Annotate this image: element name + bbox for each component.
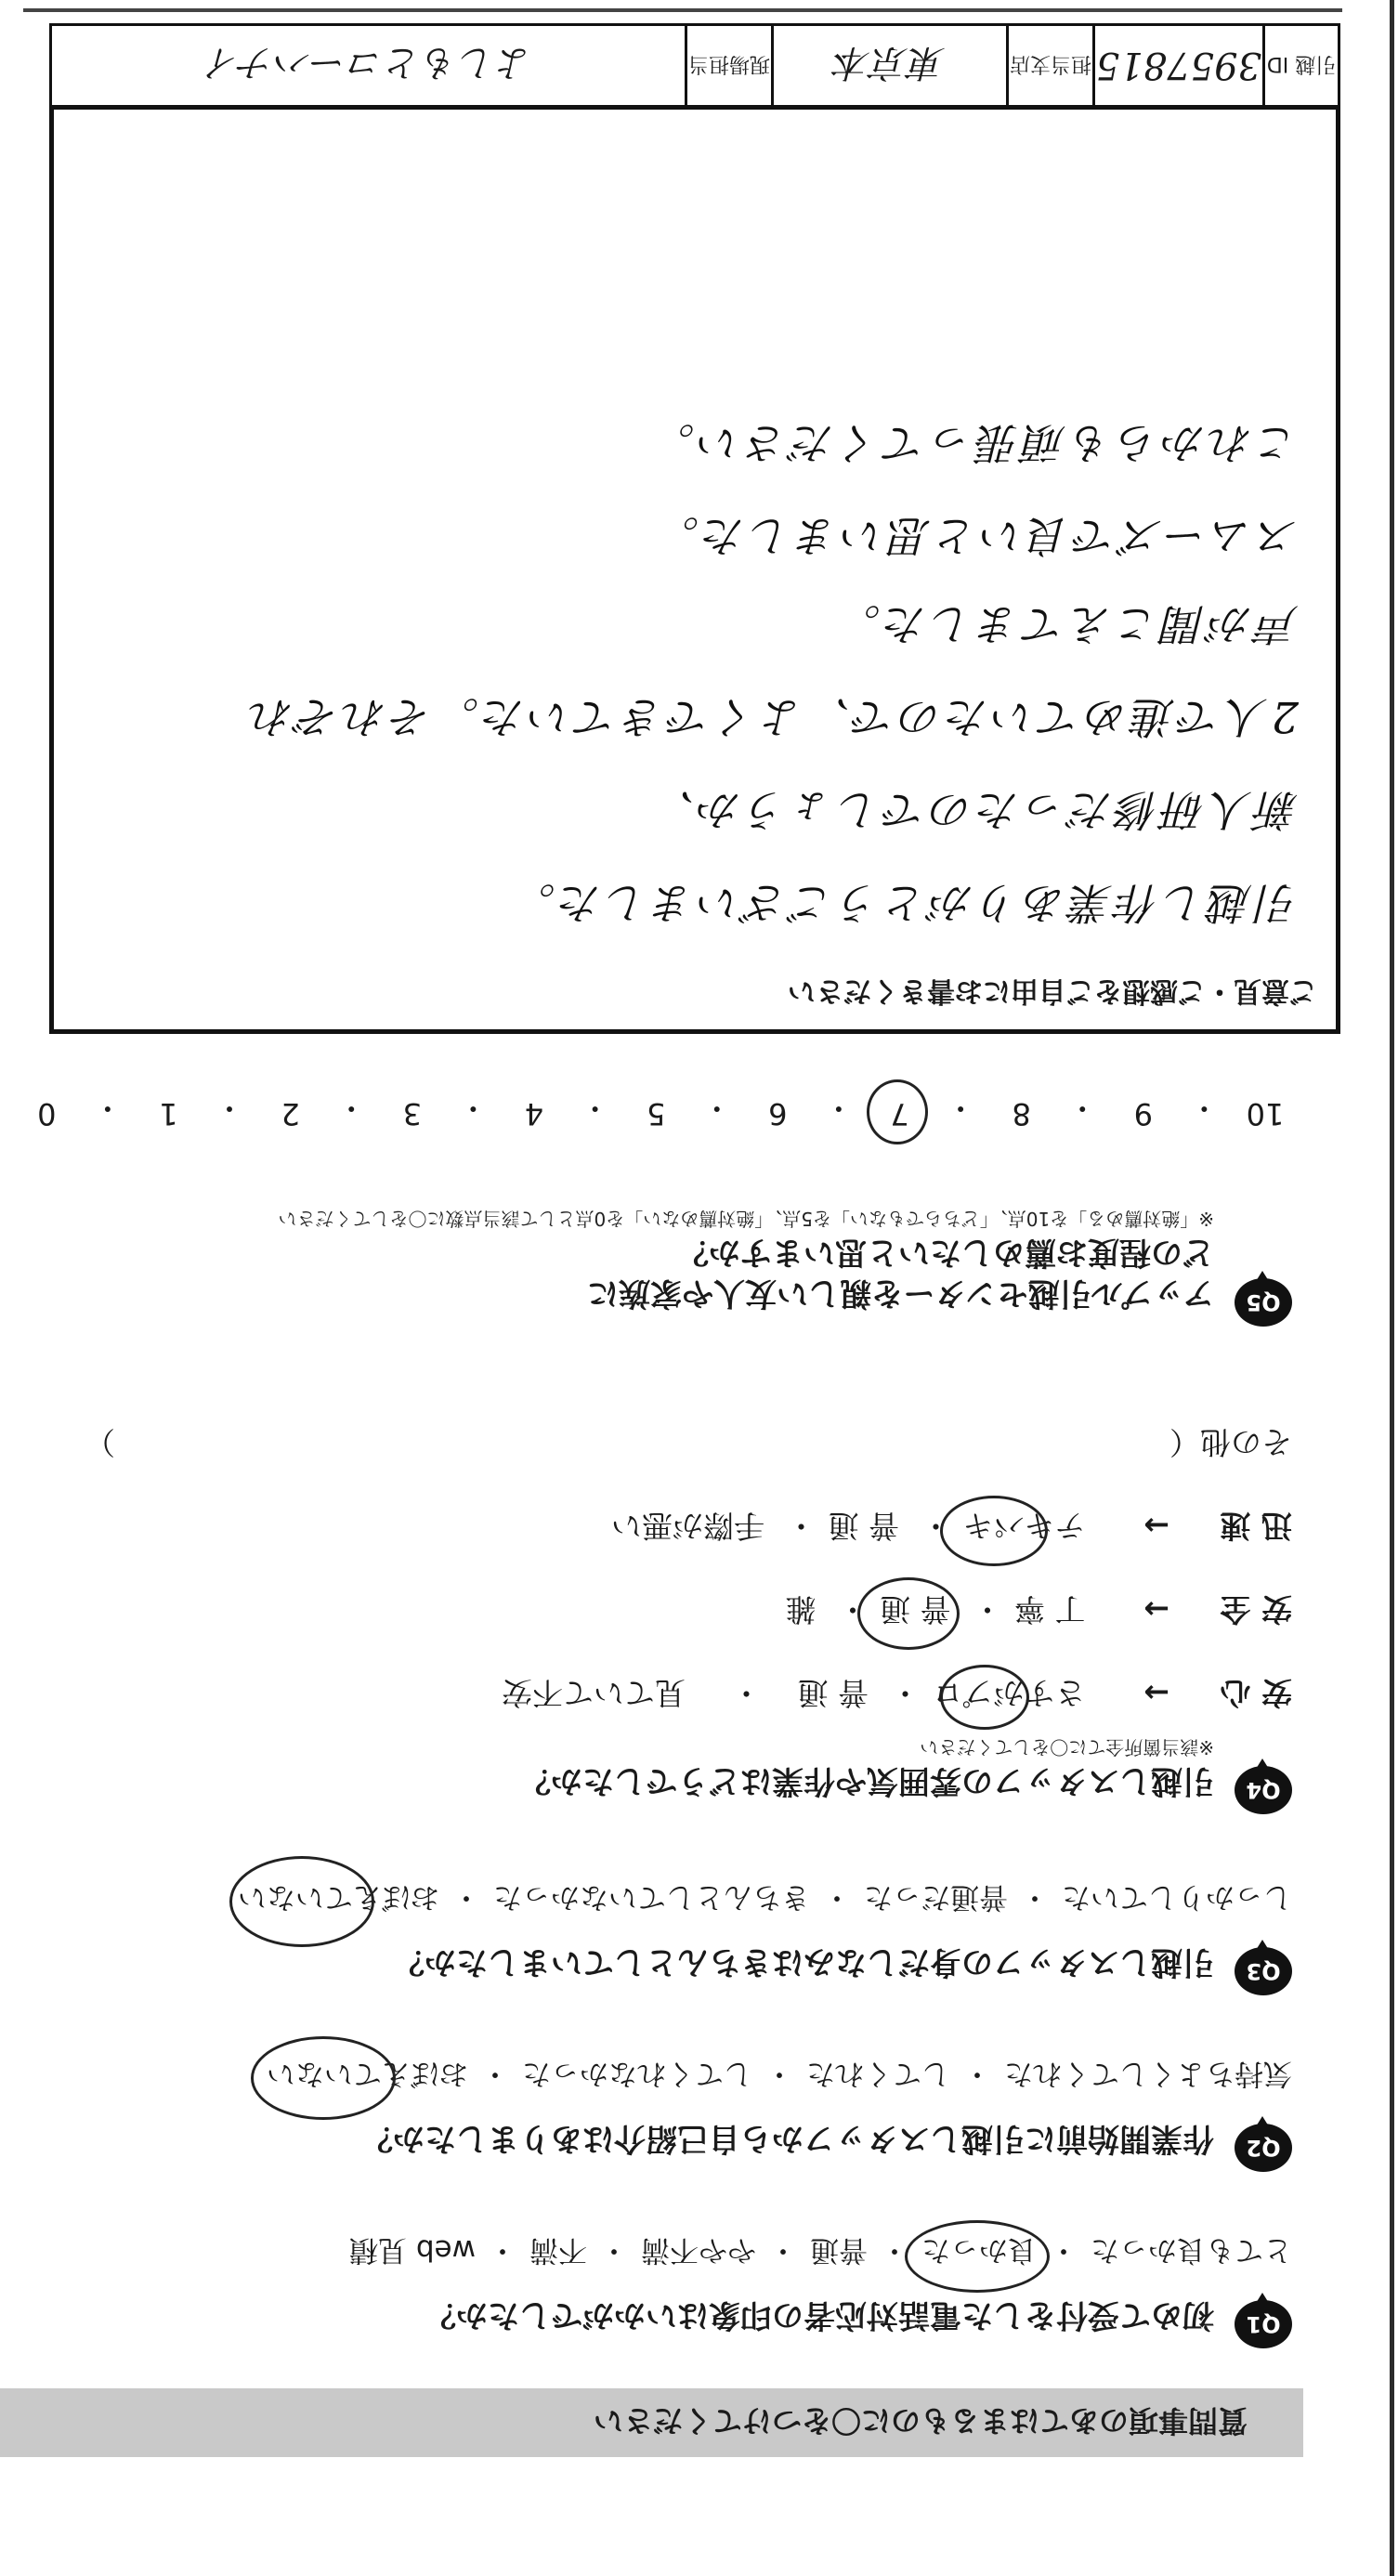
q4-option-label: さすがプロ [932,1675,1086,1711]
q3-badge: Q3 [1235,1947,1292,1995]
other-close: ） [85,1424,115,1460]
q1-text: 初めて受付をした電話対応者の印象はいかがでしたか？ [425,2296,1214,2334]
scale-number[interactable]: 0 [37,1096,57,1131]
scale-number[interactable]: 9 [1133,1096,1154,1131]
q3-option[interactable]: きちんとしていなかった [493,1880,810,1914]
scale-number[interactable]: 3 [402,1096,422,1131]
scale-number[interactable]: 2 [281,1096,300,1131]
q2-option[interactable]: 気持ちよくしてくれた [1004,2057,1292,2090]
q2-text: 作業開始前に引越しスタッフから自己紹介はありましたか？ [361,2120,1214,2157]
q4-note: ※該当箇所全てに〇をしてください [920,1736,1214,1759]
q4-row-anzen: 安 全→ 丁 寧・ 普 通 ・ 雑 [786,1589,1293,1633]
q4-option[interactable]: 雑 [785,1591,817,1628]
q5-text-line1: アップル引越センターを親しい友人や家族に [587,1275,1214,1312]
scan-edge [1390,0,1394,2576]
q4-option-label: 普 通 [880,1591,951,1628]
scale-number[interactable]: 10 [1246,1096,1285,1131]
scale-number[interactable]: 8 [1012,1096,1031,1131]
q5-scale: 10 ・ 9 ・ 8 ・ 7 ・ 6 ・ 5 ・ 4 ・ 3 ・ 2 ・ 1 ・ 0 [20,1089,1292,1131]
arrow-icon: → [1143,1675,1169,1711]
q3-option-label: おぼえていない [238,1880,439,1914]
q4-option-selected[interactable] [933,1673,1086,1717]
q4-option[interactable]: 手際が悪い [611,1508,764,1544]
q2-option[interactable]: してくれなかった [522,2057,752,2090]
q1-option[interactable]: 不満 [529,2233,587,2267]
branch-label: 担当支店 [1006,26,1092,105]
q3-options: しっかりしていた ・ 普通だった ・ きちんとしていなかった ・ おぼえていない [238,1879,1292,1921]
scale-number-selected[interactable] [872,1089,926,1131]
q3-option[interactable]: しっかりしていた [1062,1880,1292,1914]
q3-option-selected[interactable] [238,1879,439,1921]
q4-option[interactable]: 普 通 [828,1508,899,1544]
q4-other-row [85,1422,1292,1466]
q4-option[interactable]: 普 通 [797,1675,869,1711]
q1-option[interactable]: web 見積 [349,2233,476,2267]
handwritten-line: 声が聞こえてました。 [834,599,1299,649]
q3-option[interactable]: 普通だった [864,1880,1008,1914]
row-label: 安 全 [1220,1591,1292,1628]
scale-number[interactable]: 4 [524,1096,544,1131]
q2-option[interactable]: してくれた [806,2057,950,2090]
q5-text-line2: どの程度お薦めしたいと思いますか？ [677,1234,1214,1271]
q4-option[interactable]: 見ていて不安 [502,1675,686,1711]
q4-badge: Q4 [1235,1766,1292,1814]
q4-row-anshin: 安 心→ さすがプロ ・ 普 通・ 見ていて不安 [502,1673,1292,1717]
q1-badge: Q1 [1235,2300,1292,2348]
id-value: 3957815 [1092,26,1262,105]
q1-options: とても良かった ・ 良かった ・ 普通 ・ やや不満 ・ 不満 ・ web 見積 [349,2232,1292,2274]
q1-option-label: 良かった [921,2233,1037,2267]
q4-option-selected[interactable] [880,1589,951,1633]
q2-option-selected[interactable] [267,2056,468,2098]
q1-option[interactable]: 普通 [810,2233,868,2267]
q4-text: 引越しスタッフの雰囲気や作業はどうでしたか？ [519,1762,1214,1799]
q4-option-selected[interactable] [963,1506,1086,1550]
scale-number-label: 7 [890,1096,909,1131]
id-bar [49,23,1340,105]
handwritten-line: これからも頑張ってください。 [648,418,1299,468]
q2-option-label: おぼえていない [267,2057,468,2090]
row-label: 安 心 [1220,1675,1292,1711]
comment-box[interactable] [49,105,1340,1034]
q5-note: ※「絶対薦める」を10点、「どちらでもない」を5点、「絶対薦めない」を0点として該当点数に〇をしてください [278,1208,1214,1230]
scale-number[interactable]: 6 [768,1096,788,1131]
id-label: 引越 ID [1262,26,1338,105]
comment-title: ご意見・ご感想をご自由にお書きください [788,974,1317,1007]
scale-number[interactable]: 5 [646,1096,666,1131]
q2-badge: Q2 [1235,2124,1292,2172]
leader-value: よしもとコーハナイ [203,41,534,84]
handwritten-line: スムーズで良いと思いました。 [652,511,1299,561]
handwritten-line: 2人で進めていたので、よくできていた。それぞれ [246,692,1299,742]
q3-text: 引越しスタッフの身だしなみはきちんとしていましたか？ [393,1943,1214,1981]
q1-option[interactable]: やや不満 [641,2233,756,2267]
q1-option-selected[interactable] [921,2232,1037,2274]
instruction-banner: 質問事項のあてはまるものに〇をつけてください [0,2388,1303,2457]
scale-number[interactable]: 1 [159,1096,178,1131]
other-label: その他（ [1169,1424,1292,1460]
arrow-icon: → [1143,1508,1169,1544]
handwritten-line: 引越し作業ありがとうございました。 [509,878,1299,928]
leader-label: 現場担当 [685,26,771,105]
q1-option[interactable]: とても良かった [1091,2233,1292,2267]
row-label: 迅 速 [1220,1508,1292,1544]
q2-options: 気持ちよくしてくれた ・ してくれた ・ してくれなかった ・ おぼえていない [267,2056,1292,2098]
q4-row-jinsoku: 迅 速→ テキパキ ・ 普 通・ 手際が悪い [611,1506,1292,1550]
handwritten-line: 新人研修だったのでしょうか、 [648,785,1299,835]
q4-option[interactable]: 丁 寧 [1014,1591,1086,1628]
arrow-icon: → [1143,1591,1169,1628]
q5-badge: Q5 [1235,1278,1292,1327]
q4-option-label: テキパキ [962,1508,1086,1544]
scan-edge [23,8,1342,12]
branch-value: 東京本 [771,26,1006,105]
